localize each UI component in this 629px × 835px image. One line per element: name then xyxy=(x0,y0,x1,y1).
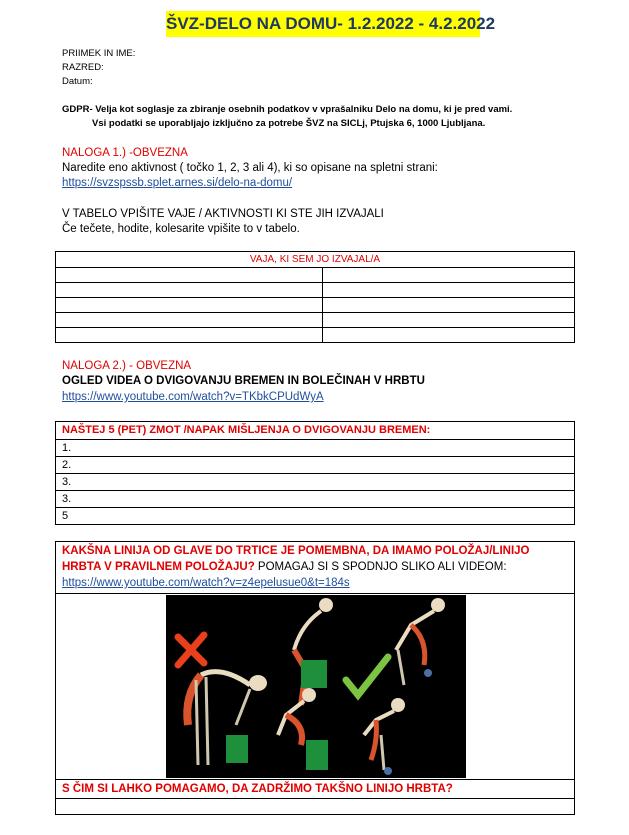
spine-question xyxy=(56,542,574,594)
page-title: ŠVZ-DELO NA DOMU- 1.2.2022 - 4.2.2022 xyxy=(166,11,480,37)
table-row[interactable]: 3. xyxy=(56,491,574,508)
table-cell[interactable] xyxy=(323,328,574,342)
task1-heading: NALOGA 1.) -OBVEZNA xyxy=(62,147,188,159)
table-cell[interactable] xyxy=(56,328,323,342)
gdpr-line-2: Vsi podatki se uporabljajo izključno za potrebe ŠVZ na SICLj, Ptujska 6, 1000 Ljubljana. xyxy=(92,118,486,129)
table-row[interactable]: 1. xyxy=(56,440,574,457)
answer-row[interactable] xyxy=(56,799,574,815)
task2-heading: NALOGA 2.) - OBVEZNA xyxy=(62,360,192,372)
table-row xyxy=(56,328,574,342)
name-field-label: PRIIMEK IN IME: xyxy=(62,48,136,59)
table-cell[interactable] xyxy=(323,298,574,312)
table-cell[interactable] xyxy=(323,313,574,327)
image-row xyxy=(56,594,574,780)
spine-question-2: S ČIM SI LAHKO POMAGAMO, DA ZADRŽIMO TAKŠNO LINIJO HRBTA? xyxy=(56,780,574,799)
table-intro: V TABELO VPIŠITE VAJE / AKTIVNOSTI KI STE JIH IZVAJALI xyxy=(62,208,384,220)
table-row xyxy=(56,298,574,313)
table-row xyxy=(56,313,574,328)
table-cell[interactable] xyxy=(323,283,574,297)
table-cell[interactable] xyxy=(56,298,323,312)
task2-link[interactable]: https://www.youtube.com/watch?v=TKbkCPUdWyA xyxy=(62,391,324,403)
table-cell[interactable] xyxy=(56,313,323,327)
table-row[interactable]: 2. xyxy=(56,457,574,474)
table-cell[interactable] xyxy=(56,283,323,297)
table-cell[interactable] xyxy=(323,268,574,282)
mistakes-table xyxy=(55,421,575,525)
table-note: Če tečete, hodite, kolesarite vpišite to v tabelo. xyxy=(62,223,300,235)
lifting-posture-illustration xyxy=(166,595,466,778)
date-field-label: Datum: xyxy=(62,76,93,87)
table-row xyxy=(56,268,574,283)
task1-link[interactable]: https://svzspssb.splet.arnes.si/delo-na-domu/ xyxy=(62,177,293,189)
mistakes-table-header: NAŠTEJ 5 (PET) ZMOT /NAPAK MIŠLJENJA O DVIGOVANJU BREMEN: xyxy=(56,422,574,440)
spine-table xyxy=(55,541,575,815)
task1-instruction: Naredite eno aktivnost ( točko 1, 2, 3 ali 4), ki so opisane na spletni strani: xyxy=(62,162,438,174)
exercise-table-header: VAJA, KI SEM JO IZVAJAL/A xyxy=(56,252,574,268)
exercise-table xyxy=(55,251,575,343)
spine-question-red: KAKŠNA LINIJA OD GLAVE DO TRTICE JE POMEMBNA, DA IMAMO POLOŽAJ/LINIJO HRBTA V PRAVILNEM POLOŽAJU? xyxy=(62,545,530,573)
table-row xyxy=(56,283,574,298)
task2-instruction: OGLED VIDEA O DVIGOVANJU BREMEN IN BOLEČINAH V HRBTU xyxy=(62,375,425,387)
table-row[interactable]: 5 xyxy=(62,510,69,522)
gdpr-line-1: GDPR- Velja kot soglasje za zbiranje osebnih podatkov v vprašalniku Delo na domu, ki je pred vami. xyxy=(62,104,513,115)
table-cell[interactable] xyxy=(56,268,323,282)
spine-question-hint: POMAGAJ SI S SPODNJO SLIKO ALI VIDEOM: xyxy=(254,561,507,573)
class-field-label: RAZRED: xyxy=(62,62,104,73)
task3-link[interactable]: https://www.youtube.com/watch?v=z4epelusue0&t=184s xyxy=(62,577,350,589)
table-row[interactable]: 3. xyxy=(56,474,574,491)
